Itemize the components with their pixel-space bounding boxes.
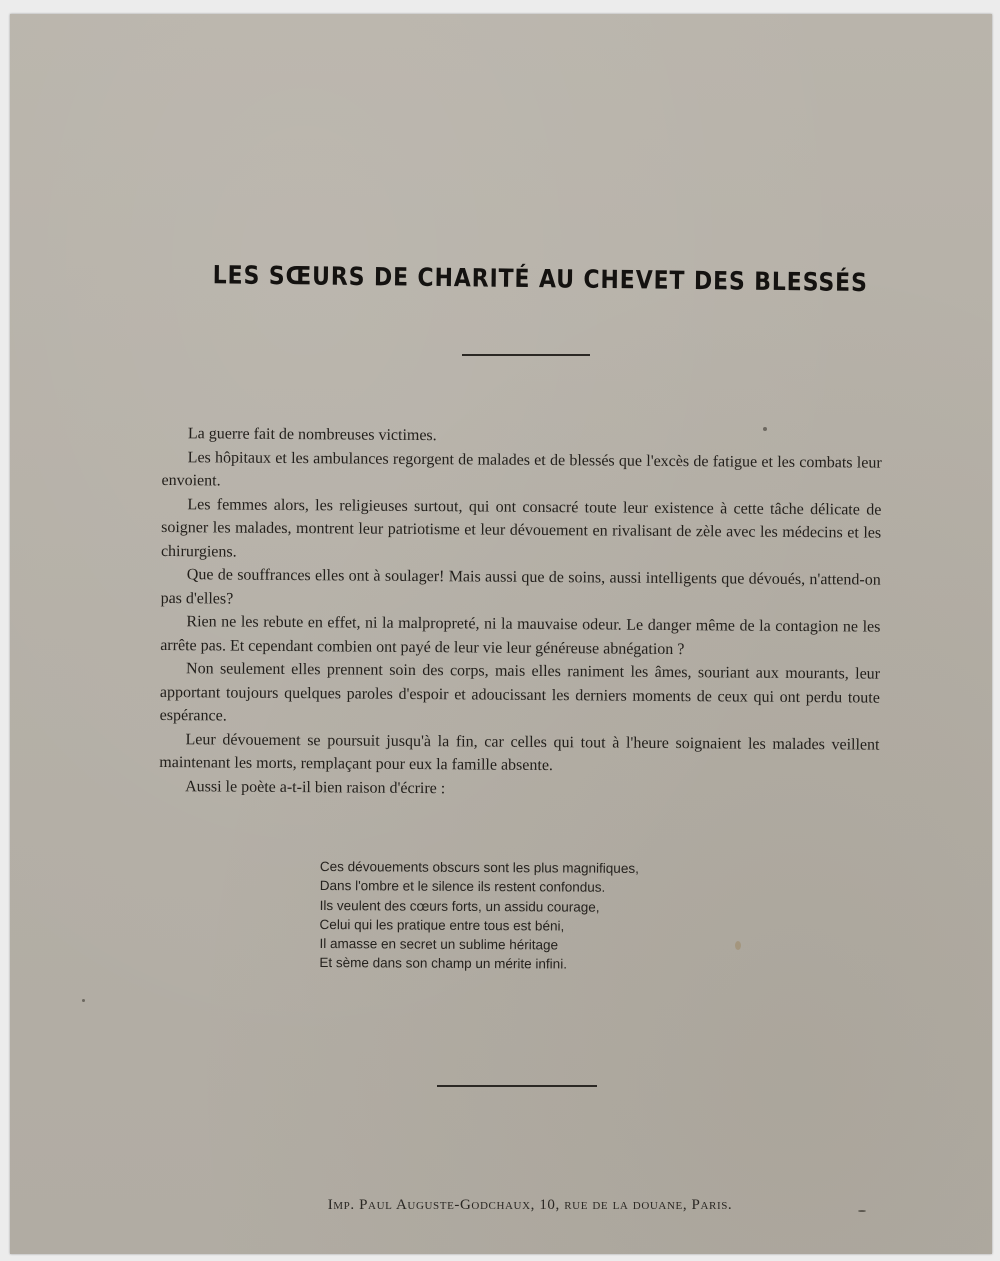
poem-line: Celui qui les pratique entre tous est béni, — [319, 916, 565, 934]
paragraph: Rien ne les rebute en effet, ni la malpropreté, ni la mauvaise odeur. Le danger même de la contagion ne les arrête pas. Et cependant combien ont payé de leur vie leur généreuse abnégation ? — [160, 613, 881, 658]
paragraph: La guerre fait de nombreuses victimes. — [187, 425, 437, 445]
paragraph: Les femmes alors, les religieuses surtout, qui ont consacré toute leur existence à cette tâche délicate de soigner les malades, montrent leur patriotisme et leur dévouement en rivalisant de zèle avec les médecins et les chirurgiens. — [160, 495, 882, 561]
closing-divider — [437, 1085, 597, 1087]
paragraph: Aussi le poète a-t-il bien raison d'écrire : — [185, 777, 446, 797]
document-title: LES SŒURS DE CHARITÉ AU CHEVET DES BLESSÉS — [212, 260, 868, 298]
paragraph: Non seulement elles prennent soin des corps, mais elles raniment les âmes, souriant aux mourants, leur apportant toujours quelques paroles d'espoir et adoucissant les derniers moments de ceux qui ont perdu toute espérance. — [159, 660, 881, 725]
poem-line: Ils veulent des cœurs forts, un assidu courage, — [319, 897, 600, 915]
poem-stanza — [319, 857, 740, 975]
poem-line: Et sème dans son champ un mérite infini. — [319, 955, 568, 972]
title-divider — [462, 354, 590, 356]
paper-speck — [82, 999, 85, 1002]
printer-imprint: Imp. Paul Auguste-Godchaux, 10, rue de la douane, Paris. — [327, 1197, 733, 1213]
paragraph: Leur dévouement se poursuit jusqu'à la fin, car celles qui tout à l'heure soignaient les malades veillent maintenant les morts, remplaçant pour eux la famille absente. — [159, 730, 880, 775]
poem-line: Il amasse en secret un sublime héritage — [319, 936, 559, 953]
poem-line: Ces dévouements obscurs sont les plus magnifiques, — [319, 858, 639, 876]
paper-speck — [735, 941, 741, 950]
paper-speck — [763, 427, 767, 431]
printed-sheet — [10, 14, 992, 1254]
poem-line: Dans l'ombre et le silence ils restent confondus. — [319, 878, 606, 896]
paper-speck — [858, 1210, 866, 1212]
body-text — [159, 422, 882, 804]
paragraph: Les hôpitaux et les ambulances regorgent de malades et de blessés que l'excès de fatigue et les combats leur envoient. — [161, 448, 882, 490]
paragraph: Que de souffrances elles ont à soulager! Mais aussi que de soins, aussi intelligents que dévoués, n'attend-on pas d'elles? — [160, 566, 881, 608]
